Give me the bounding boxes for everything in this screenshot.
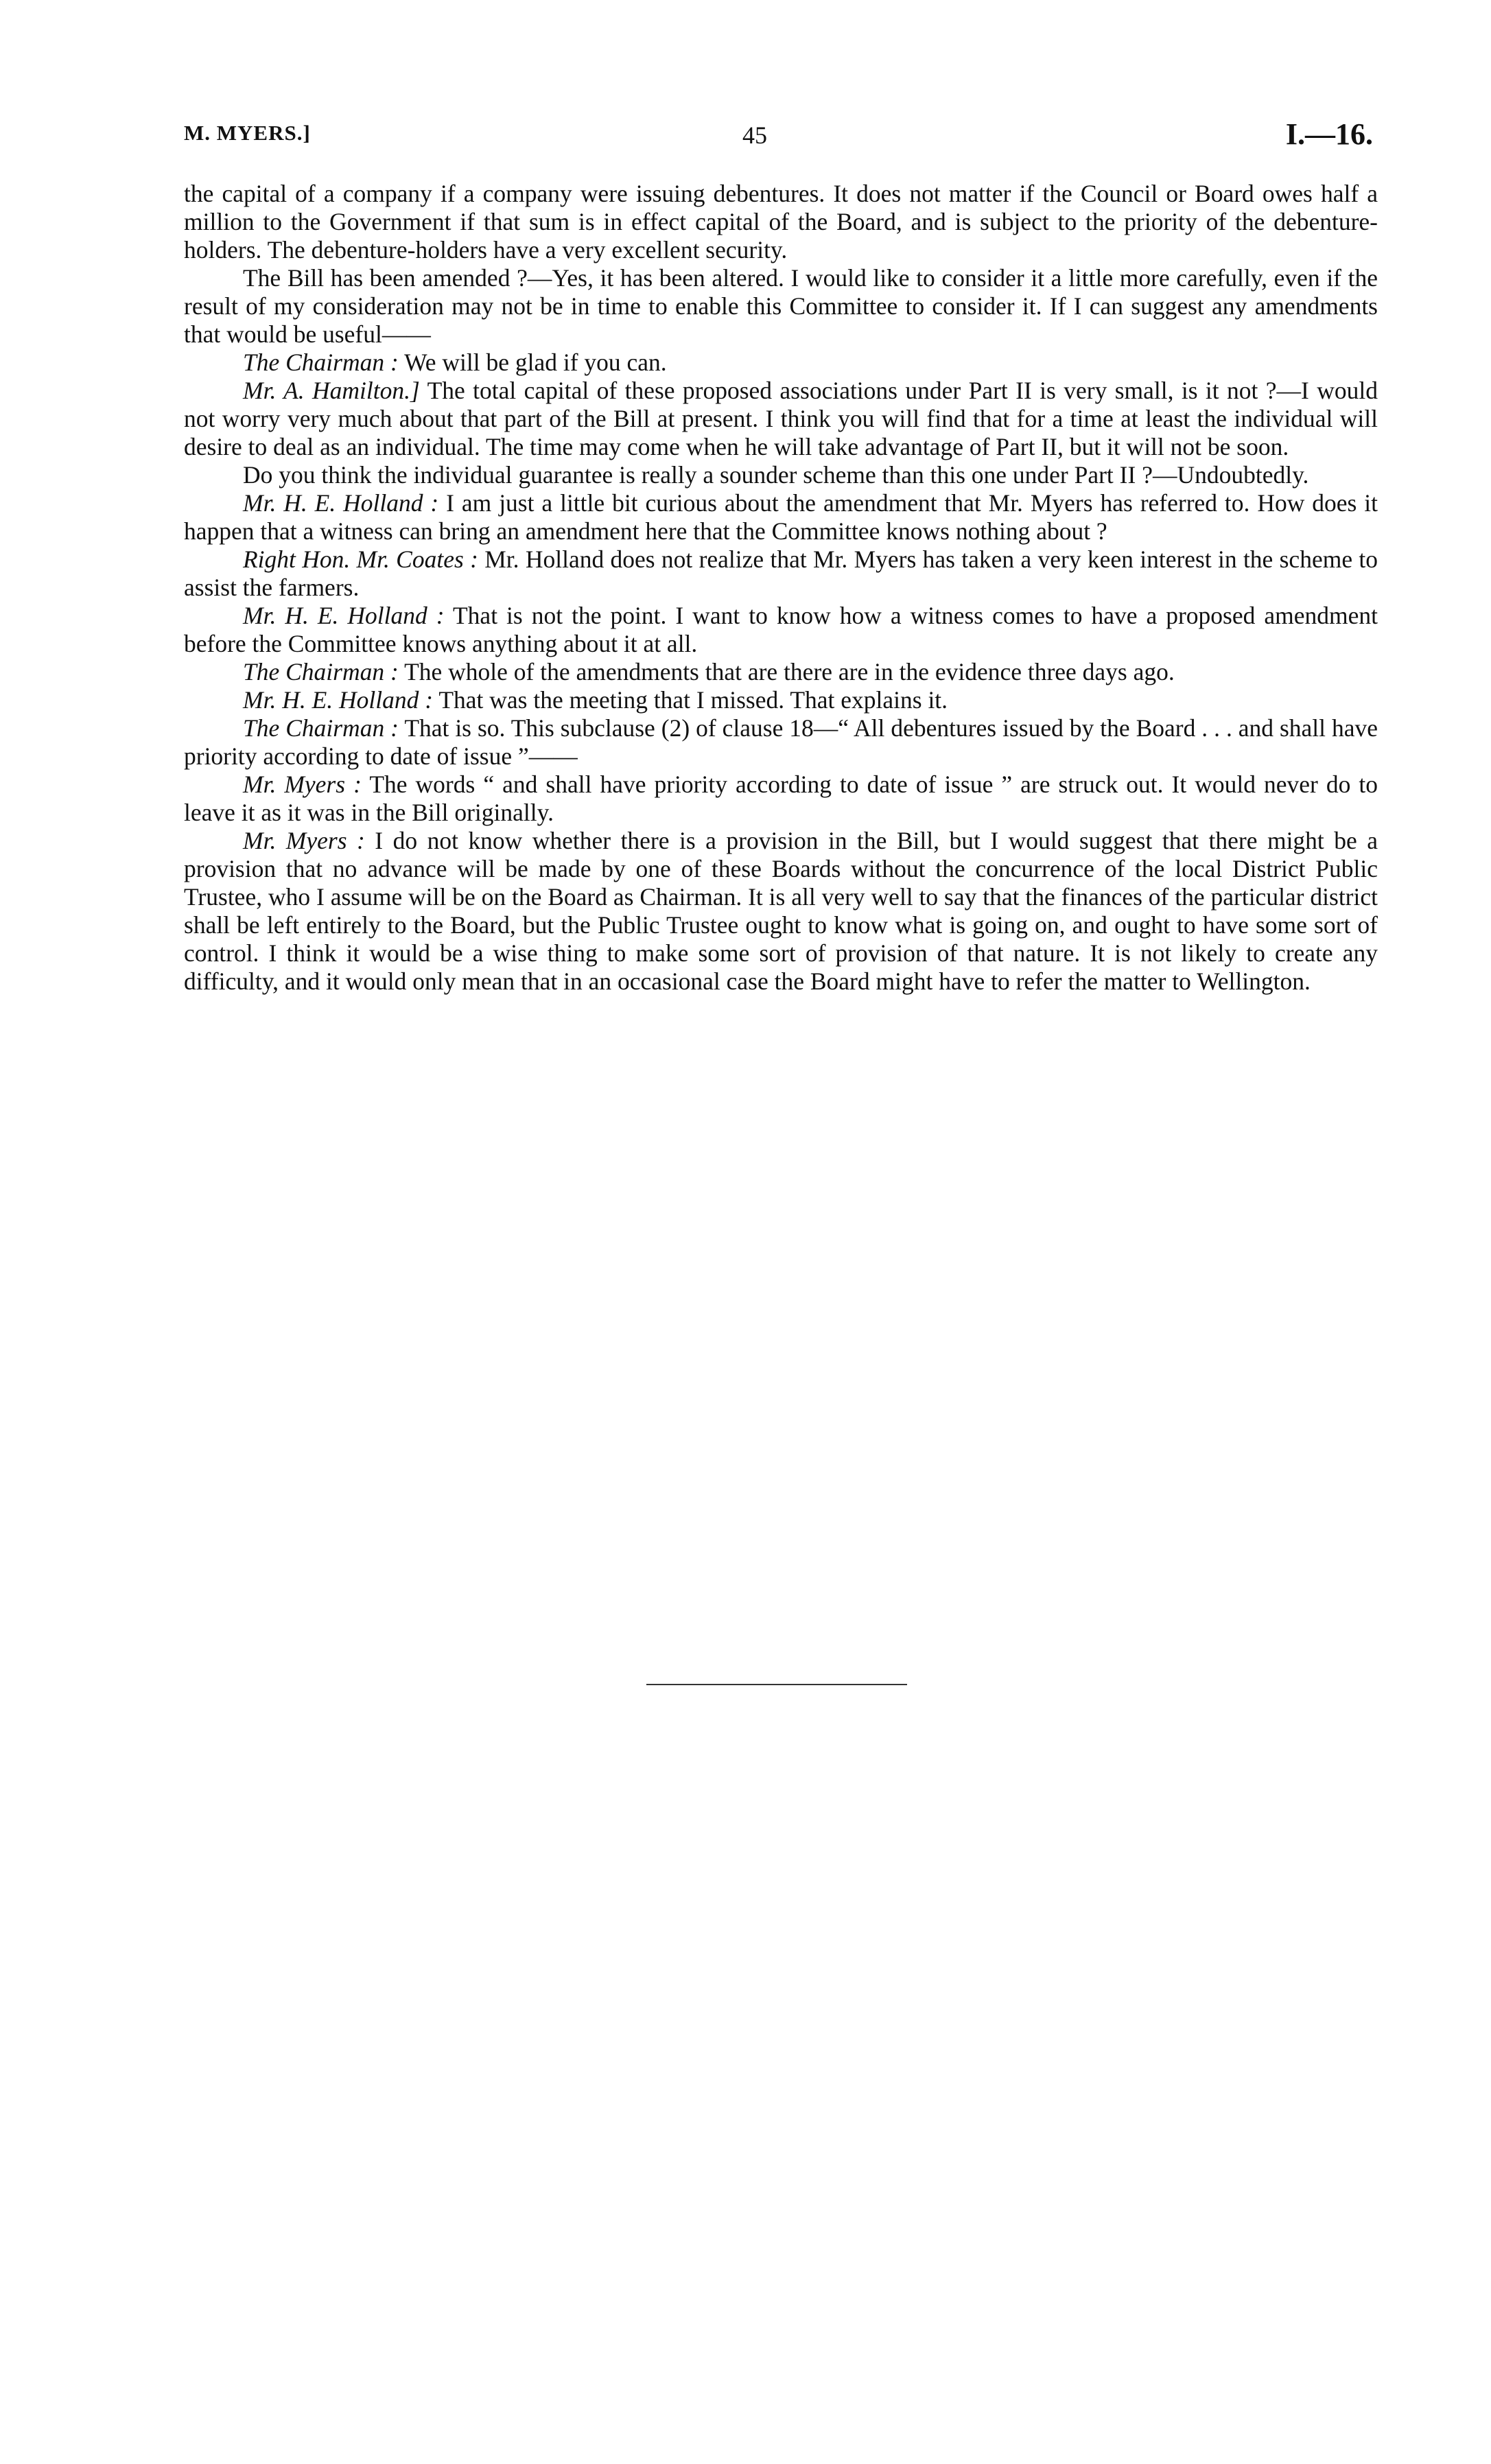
paragraph-text: The words “ and shall have priority according to date of issue ” are struck out. It would never do to leave it as it was in the Bill originally. bbox=[184, 771, 1378, 826]
paragraph bbox=[184, 264, 1378, 349]
speaker-name: Mr. H. E. Holland : bbox=[243, 686, 434, 714]
header-witness-name: M. MYERS.] bbox=[184, 121, 311, 145]
speaker-name: Mr. A. Hamilton.] bbox=[243, 377, 420, 404]
paragraph bbox=[184, 489, 1378, 545]
paragraph bbox=[184, 827, 1378, 996]
paragraph-text: I am just a little bit curious about the amendment that Mr. Myers has referred to. How does it happen that a witness can bring an amendment here that the Committee knows nothing about ? bbox=[184, 489, 1378, 545]
evidence-text bbox=[184, 180, 1378, 996]
speaker-name: Mr. H. E. Holland : bbox=[243, 489, 439, 517]
page-number: 45 bbox=[742, 121, 767, 149]
paragraph-text: I do not know whether there is a provision in the Bill, but I would suggest that there might be a provision that no advance will be made by one of these Boards without the concurrence of the local District Public Trustee, who I assume will be on the Board as Chairman. It is all very well to say that the finances of the particular district shall be left entirely to the Board, but the Public Trustee ought to know what is going on, and ought to have some sort of control. I think it would be a wise thing to make some sort of provision of that nature. It is not likely to create any difficulty, and it would only mean that in an occasional case the Board might have to refer the matter to Wellington. bbox=[184, 827, 1378, 995]
paragraph-text: The Bill has been amended ?—Yes, it has been altered. I would like to consider it a little more carefully, even if the result of my consideration may not be in time to enable this Committee to consider it. If I can suggest any amendments that would be useful—— bbox=[184, 264, 1378, 348]
speaker-name: The Chairman : bbox=[243, 658, 399, 685]
section-divider bbox=[646, 1684, 907, 1685]
paragraph-text: That was the meeting that I missed. That explains it. bbox=[438, 686, 948, 714]
paragraph-text: That is not the point. I want to know how a witness comes to have a proposed amendment before the Committee knows anything about it at all. bbox=[184, 602, 1378, 657]
paragraph-text: The total capital of these proposed associations under Part II is very small, is it not ?—I would not worry very much about that part of the Bill at present. I think you will find that for a time at least the individual will desire to deal as an individual. The time may come when he will take advantage of Part II, but it will not be soon. bbox=[184, 377, 1378, 460]
paragraph bbox=[184, 461, 1378, 489]
speaker-name: Mr. H. E. Holland : bbox=[243, 602, 445, 629]
document-reference: I.—16. bbox=[1285, 117, 1373, 151]
paragraph-text: the capital of a company if a company were issuing debentures. It does not matter if the Council or Board owes half a million to the Government if that sum is in effect capital of the Board, and is subject to the priority of the debenture-holders. The debenture-holders have a very excellent security. bbox=[184, 180, 1378, 263]
paragraph-text: The whole of the amendments that are there are in the evidence three days ago. bbox=[404, 658, 1175, 685]
speaker-name: Mr. Myers : bbox=[243, 827, 365, 854]
paragraph-text: Mr. Holland does not realize that Mr. Myers has taken a very keen interest in the scheme to assist the farmers. bbox=[184, 545, 1378, 601]
speaker-name: The Chairman : bbox=[243, 714, 399, 742]
paragraph-text: We will be glad if you can. bbox=[404, 349, 667, 376]
paragraph bbox=[184, 377, 1378, 461]
speaker-name: Right Hon. Mr. Coates : bbox=[243, 545, 478, 573]
paragraph bbox=[184, 714, 1378, 771]
paragraph bbox=[184, 602, 1378, 658]
paragraph-text: Do you think the individual guarantee is really a sounder scheme than this one under Part II ?—Undoubtedly. bbox=[243, 461, 1309, 489]
speaker-name: The Chairman : bbox=[243, 349, 399, 376]
paragraph bbox=[184, 686, 1378, 714]
paragraph bbox=[184, 349, 1378, 377]
paragraph bbox=[184, 180, 1378, 264]
paragraph bbox=[184, 771, 1378, 827]
paragraph bbox=[184, 658, 1378, 686]
page-header bbox=[0, 117, 1491, 155]
speaker-name: Mr. Myers : bbox=[243, 771, 362, 798]
paragraph bbox=[184, 545, 1378, 602]
paragraph-text: That is so. This subclause (2) of clause 18—“ All debentures issued by the Board . . . and shall have priority according to date of issue ”—— bbox=[184, 714, 1378, 770]
